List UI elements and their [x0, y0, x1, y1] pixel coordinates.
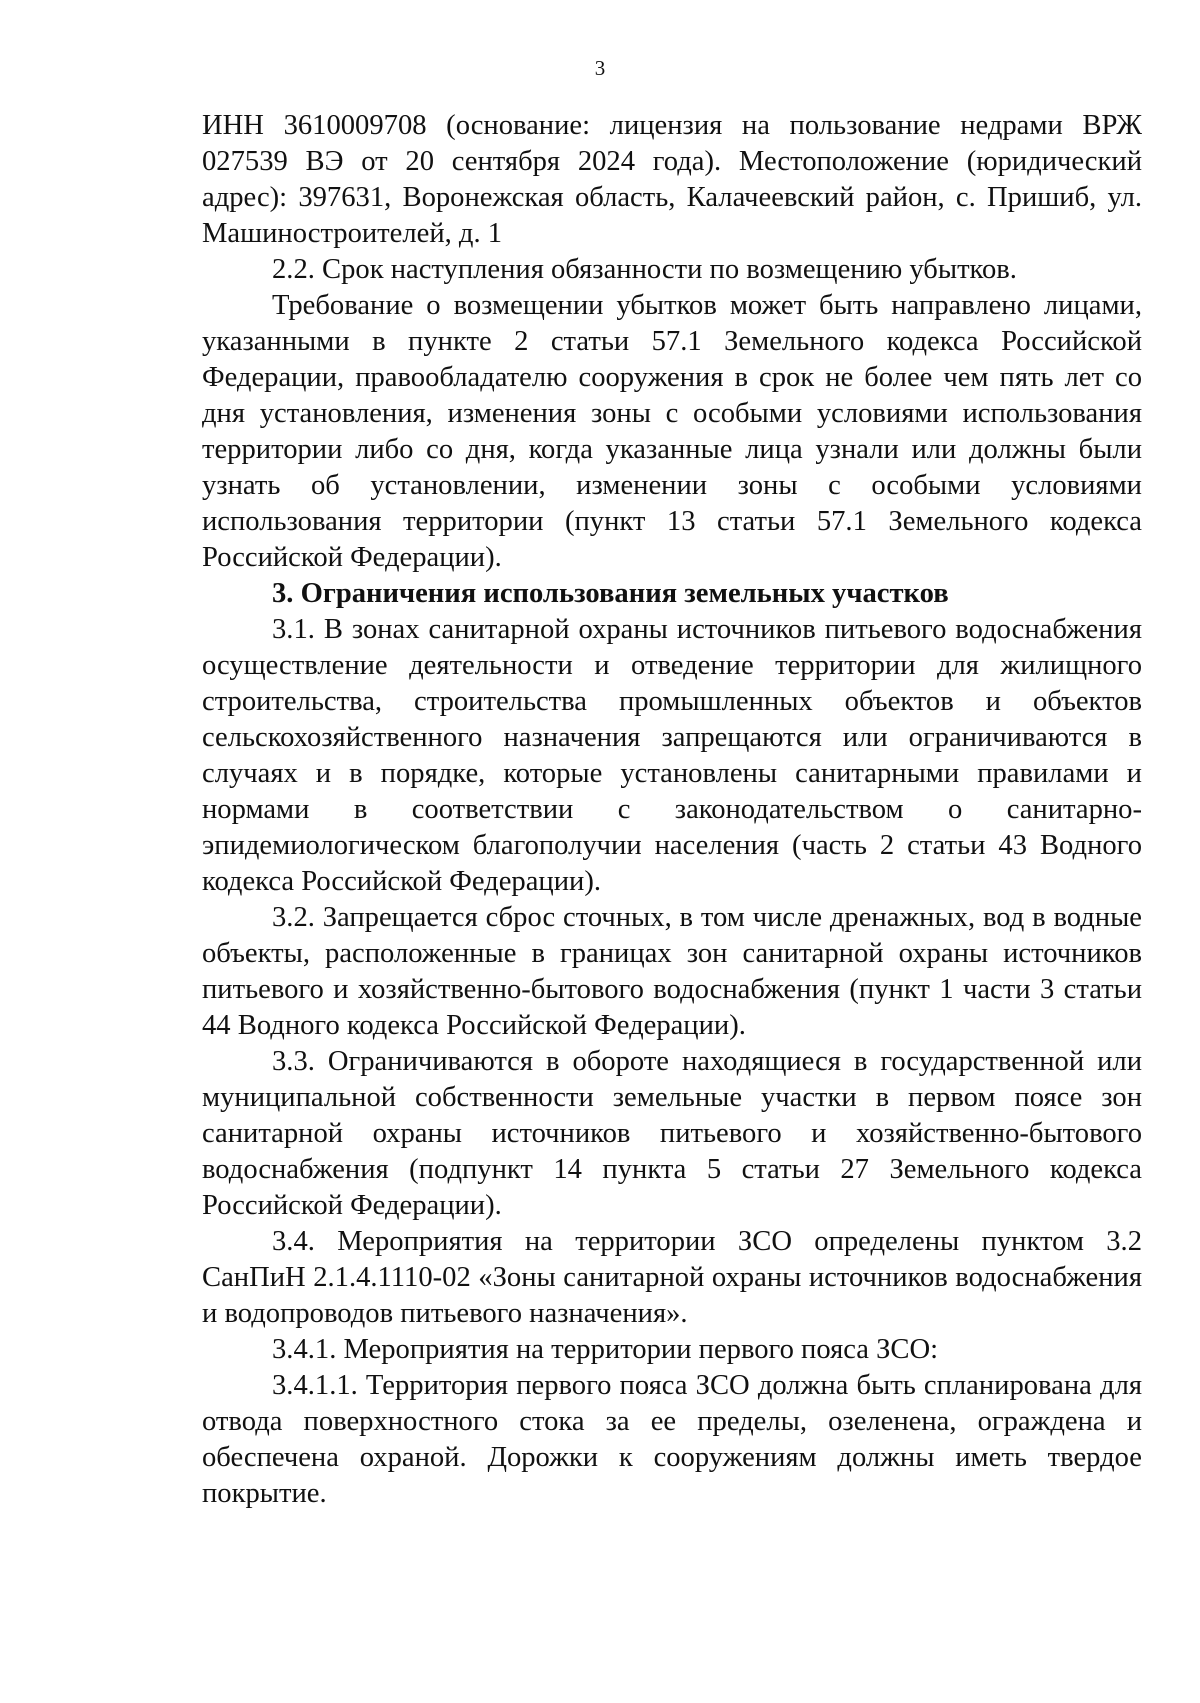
paragraph-3-4-1: 3.4.1. Мероприятия на территории первого пояса ЗСО: — [272, 1334, 939, 1365]
page-number: 3 — [594, 56, 606, 80]
paragraph-3-1: 3.1. В зонах санитарной охраны источников питьевого водоснабжения осуществление деятельности и отведение территории для жилищного строительства, строительства промышленных объектов и объектов сельскохозяйственного назначения запрещаются или ограничиваются в случаях и в порядке, которые установлены санитарными правилами и нормами в соответствии с законодательством о санитарно-эпидемиологическом благополучии населения (часть 2 статьи 43 Водного кодекса Российской Федерации). — [202, 614, 1142, 897]
paragraph-2-2-deadline: 2.2. Срок наступления обязанности по возмещению убытков. — [272, 254, 1017, 285]
paragraph-damages-claim: Требование о возмещении убытков может быть направлено лицами, указанными в пункте 2 статьи 57.1 Земельного кодекса Российской Федерации, правообладателю сооружения в срок не более чем пять лет со дня установления, изменения зоны с особыми условиями использования территории либо со дня, когда указанные лица узнали или должны были узнать об установлении, изменении зоны с особыми условиями использования территории (пункт 13 статьи 57.1 Земельного кодекса Российской Федерации). — [202, 290, 1142, 573]
paragraph-3-3: 3.3. Ограничиваются в обороте находящиеся в государственной или муниципальной собственности земельные участки в первом поясе зон санитарной охраны источников питьевого и хозяйственно-бытового водоснабжения (подпункт 14 пункта 5 статьи 27 Земельного кодекса Российской Федерации). — [202, 1046, 1142, 1221]
paragraph-3-4: 3.4. Мероприятия на территории ЗСО определены пунктом 3.2 СанПиН 2.1.4.1110-02 «Зоны санитарной охраны источников водоснабжения и водопроводов питьевого назначения». — [202, 1226, 1142, 1329]
paragraph-inn-address: ИНН 3610009708 (основание: лицензия на пользование недрами ВРЖ 027539 ВЭ от 20 сентября 2024 года). Местоположение (юридический адрес): 397631, Воронежская область, Калачеевский район, с. Пришиб, ул. Машиностроителей, д. 1 — [202, 110, 1142, 249]
paragraph-3-4-1-1: 3.4.1.1. Территория первого пояса ЗСО должна быть спланирована для отвода поверхностного стока за ее пределы, озеленена, ограждена и обеспечена охраной. Дорожки к сооружениям должны иметь твердое покрытие. — [202, 1370, 1142, 1509]
document-body — [202, 108, 1142, 1512]
section-3-heading: 3. Ограничения использования земельных участков — [272, 578, 949, 609]
paragraph-3-2: 3.2. Запрещается сброс сточных, в том числе дренажных, вод в водные объекты, расположенные в границах зон санитарной охраны источников питьевого и хозяйственно-бытового водоснабжения (пункт 1 части 3 статьи 44 Водного кодекса Российской Федерации). — [202, 902, 1142, 1041]
